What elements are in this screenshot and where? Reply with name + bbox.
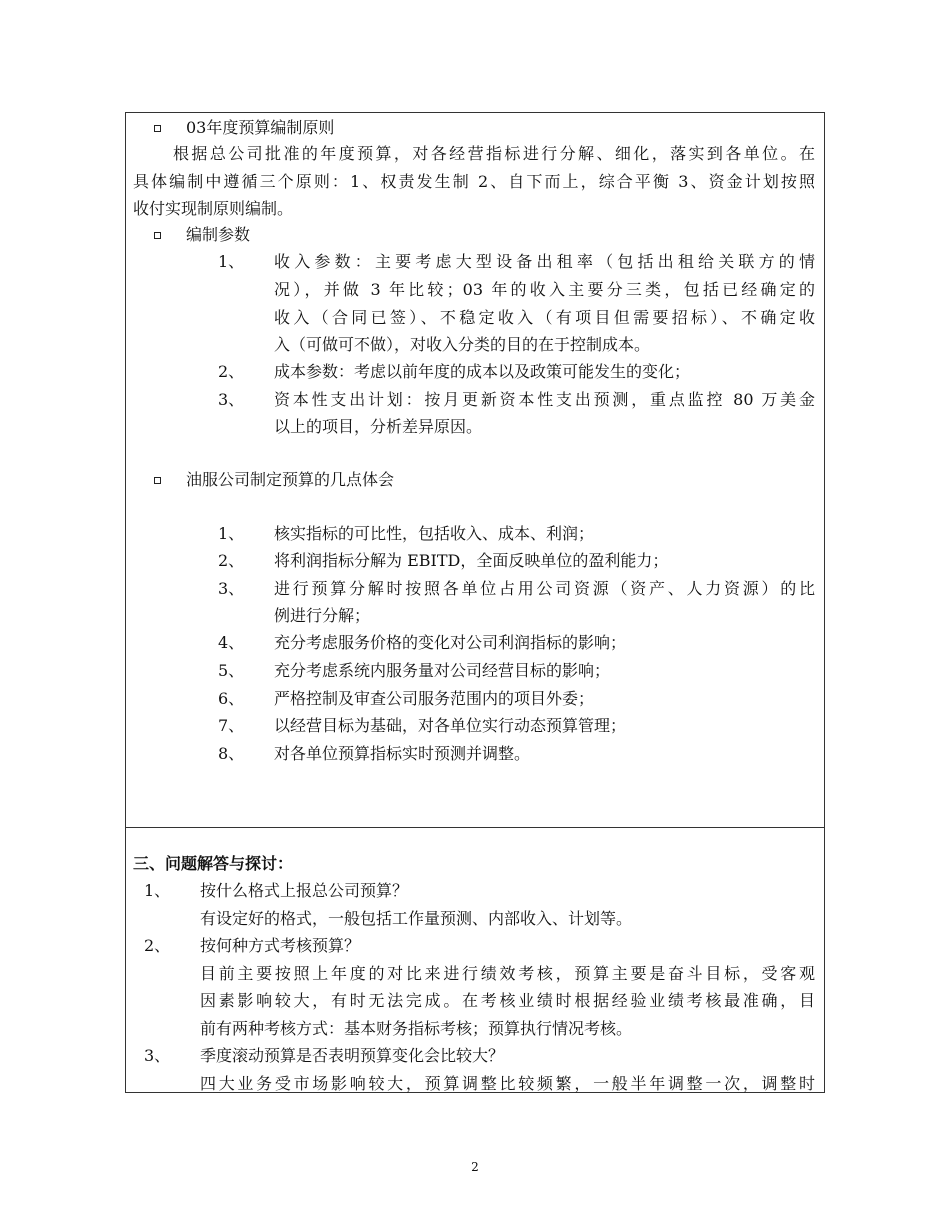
- square-bullet-icon: [154, 232, 161, 239]
- item-line: 充分考虑服务价格的变化对公司利润指标的影响；: [274, 633, 627, 652]
- item-number: 1、: [218, 524, 245, 543]
- answer-line: 因素影响较大，有时无法完成。在考核业绩时根据经验业绩考核最准确，目: [200, 991, 815, 1010]
- item-number: 5、: [218, 661, 245, 680]
- question-text: 按何种方式考核预算？: [200, 936, 361, 955]
- question-number: 3、: [144, 1046, 171, 1065]
- item-number: 3、: [218, 390, 245, 409]
- item-number: 8、: [218, 744, 245, 763]
- qa-heading: 三、问题解答与探讨：: [133, 854, 294, 873]
- paragraph-line: 根据总公司批准的年度预算，对各经营指标进行分解、细化，落实到各单位。在: [173, 144, 815, 163]
- item-line: 严格控制及审查公司服务范围内的项目外委；: [274, 689, 595, 708]
- item-line: 收入（合同已签）、不稳定收入（有项目但需要招标）、不确定收: [274, 308, 815, 327]
- question-text: 季度滚动预算是否表明预算变化会比较大？: [200, 1046, 505, 1065]
- item-line: 进行预算分解时按照各单位占用公司资源（资产、人力资源）的比: [274, 579, 815, 598]
- item-number: 2、: [218, 551, 245, 570]
- item-line: 以上的项目，分析差异原因。: [274, 417, 483, 436]
- answer-line: 有设定好的格式，一般包括工作量预测、内部收入、计划等。: [200, 909, 633, 928]
- answer-line: 四大业务受市场影响较大，预算调整比较频繁，一般半年调整一次，调整时: [200, 1074, 815, 1093]
- answer-line: 目前主要按照上年度的对比来进行绩效考核，预算主要是奋斗目标，受客观: [200, 964, 815, 983]
- item-line: 对各单位预算指标实时预测并调整。: [274, 744, 531, 763]
- section-heading-parameters: 编制参数: [186, 225, 251, 244]
- question-number: 2、: [144, 936, 171, 955]
- page-number: 2: [471, 1160, 479, 1174]
- item-line: 入（可做可不做），对收入分类的目的在于控制成本。: [274, 335, 651, 354]
- paragraph-line: 收付实现制原则编制。: [133, 199, 294, 218]
- item-line: 以经营目标为基础，对各单位实行动态预算管理；: [274, 716, 627, 735]
- section-heading-insights: 油服公司制定预算的几点体会: [186, 470, 395, 489]
- square-bullet-icon: [154, 477, 161, 484]
- item-line: 成本参数：考虑以前年度的成本以及政策可能发生的变化；: [274, 362, 691, 381]
- square-bullet-icon: [154, 125, 161, 132]
- item-number: 3、: [218, 579, 245, 598]
- item-number: 1、: [218, 252, 245, 271]
- item-line: 将利润指标分解为 EBITD，全面反映单位的盈利能力；: [274, 551, 669, 570]
- item-number: 7、: [218, 716, 245, 735]
- item-line: 况），并做 3 年比较；03 年的收入主要分三类，包括已经确定的: [274, 280, 815, 299]
- item-line: 资本性支出计划：按月更新资本性支出预测，重点监控 80 万美金: [274, 390, 815, 409]
- question-text: 按什么格式上报总公司预算？: [200, 881, 409, 900]
- question-number: 1、: [144, 881, 171, 900]
- item-line: 收入参数：主要考虑大型设备出租率（包括出租给关联方的情: [274, 252, 815, 271]
- item-number: 2、: [218, 362, 245, 381]
- item-line: 充分考虑系统内服务量对公司经营目标的影响；: [274, 661, 611, 680]
- item-line: 例进行分解；: [274, 606, 371, 625]
- item-number: 6、: [218, 689, 245, 708]
- section-heading-principles: 03年度预算编制原则: [186, 118, 335, 137]
- answer-line: 前有两种考核方式：基本财务指标考核；预算执行情况考核。: [200, 1019, 633, 1038]
- item-number: 4、: [218, 633, 245, 652]
- paragraph-line: 具体编制中遵循三个原则：1、权责发生制 2、自下而上，综合平衡 3、资金计划按照: [133, 172, 815, 191]
- item-line: 核实指标的可比性，包括收入、成本、利润；: [274, 524, 595, 543]
